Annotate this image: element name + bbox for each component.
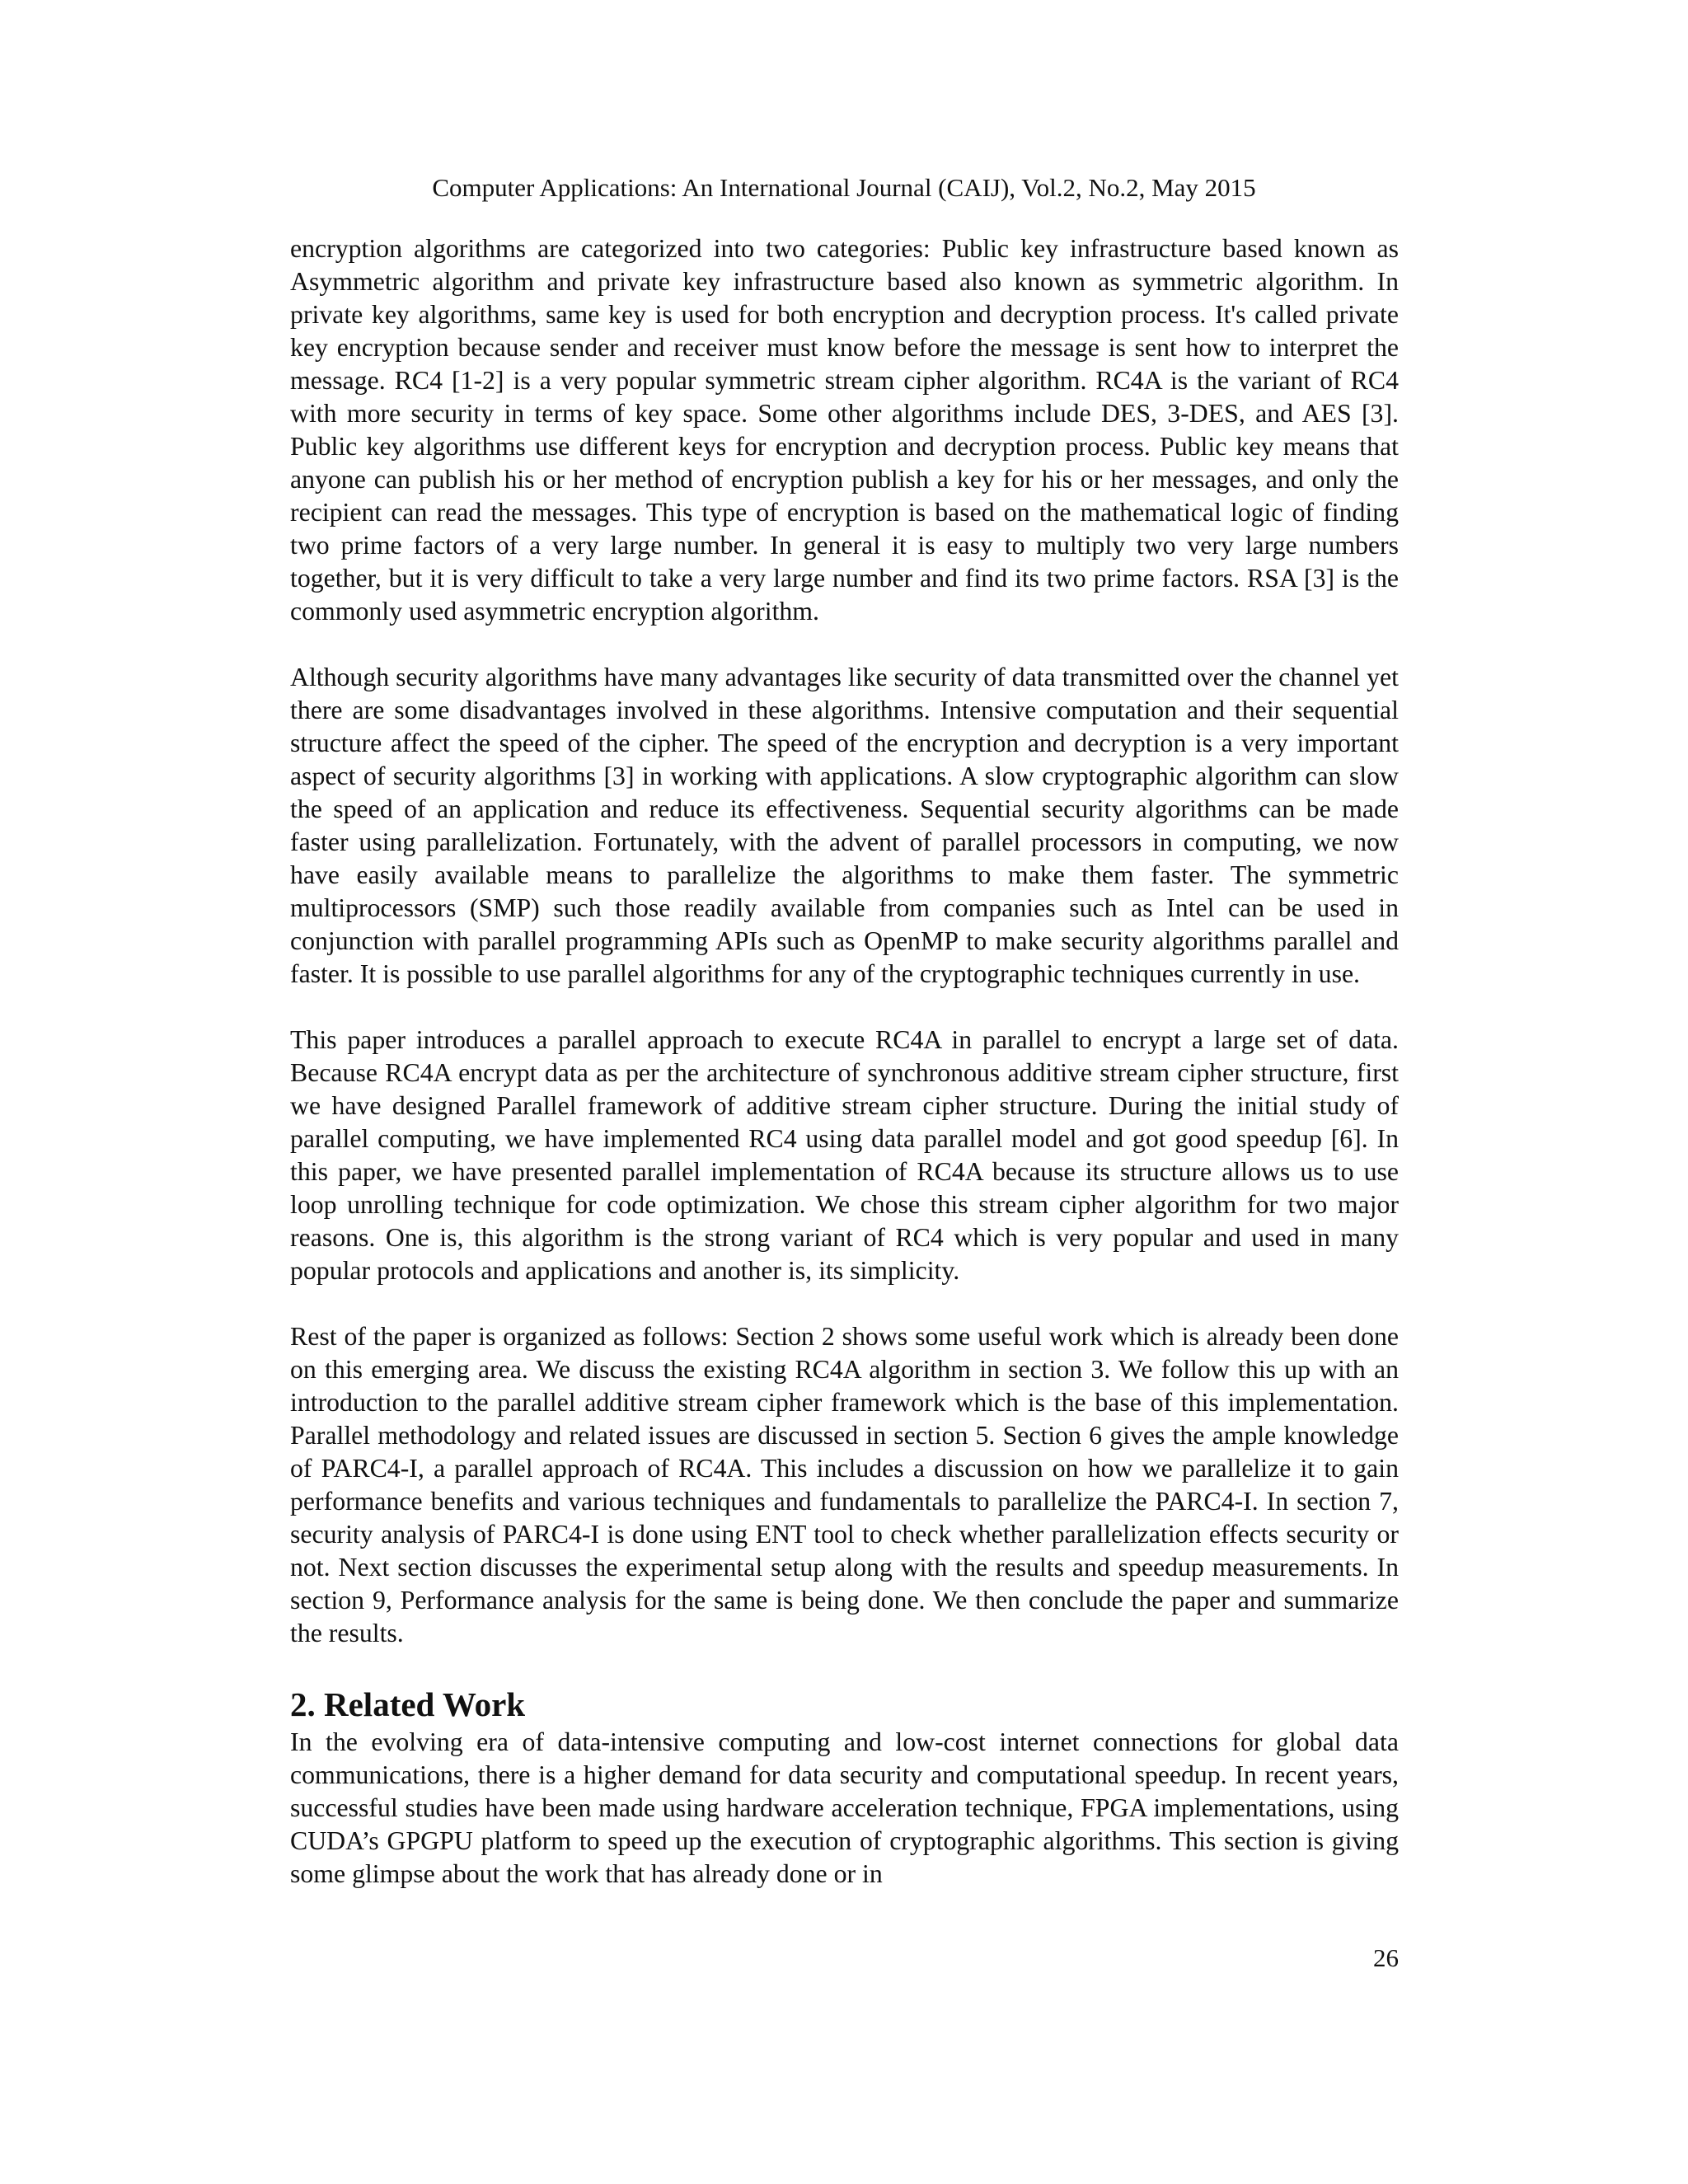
paragraph-paper-organization: Rest of the paper is organized as follows: Section 2 shows some useful work which is already been done on this emerging area. We discuss the existing RC4A algorithm in section 3. We follow this up with an introduction to the parallel additive stream cipher framework which is the base of this implementation. Parallel methodology and related issues are discussed in section 5. Section 6 gives the ample knowledge of PARC4-I, a parallel approach of RC4A. This includes a discussion on how we parallelize it to gain performance benefits and various techniques and fundamentals to parallelize the PARC4-I. In section 7, security analysis of PARC4-I is done using ENT tool to check whether parallelization effects security or not. Next section discusses the experimental setup along with the results and speedup measurements. In section 9, Performance analysis for the same is being done. We then conclude the paper and summarize the results. <box>290 1322 1399 1647</box>
page-number: 26 <box>1373 1943 1399 1972</box>
running-header: Computer Applications: An International Journal (CAIJ), Vol.2, No.2, May 2015 <box>432 173 1256 202</box>
section-heading-related-work: 2. Related Work <box>290 1685 526 1723</box>
paragraph-related-work: In the evolving era of data-intensive computing and low-cost internet connections for global data communications, there is a higher demand for data security and computational speedup. In recent years, successful studies have been made using hardware acceleration technique, FPGA implementations, using CUDA’s GPGPU platform to speed up the execution of cryptographic algorithms. This section is giving some glimpse about the work that has already done or in <box>290 1727 1399 1888</box>
paragraph-encryption-categories: encryption algorithms are categorized into two categories: Public key infrastructure based known as Asymmetric algorithm and private key infrastructure based also known as symmetric algorithm. In private key algorithms, same key is used for both encryption and decryption process. It's called private key encryption because sender and receiver must know before the message is sent how to interpret the message. RC4 [1-2] is a very popular symmetric stream cipher algorithm. RC4A is the variant of RC4 with more security in terms of key space. Some other algorithms include DES, 3-DES, and AES [3]. Public key algorithms use different keys for encryption and decryption process. Public key means that anyone can publish his or her method of encryption publish a key for his or her messages, and only the recipient can read the messages. This type of encryption is based on the mathematical logic of finding two prime factors of a very large number. In general it is easy to multiply two very large numbers together, but it is very difficult to take a very large number and find its two prime factors. RSA [3] is the commonly used asymmetric encryption algorithm. <box>290 234 1399 626</box>
paragraph-paper-introduction: This paper introduces a parallel approach to execute RC4A in parallel to encrypt a large set of data. Because RC4A encrypt data as per the architecture of synchronous additive stream cipher structure, first we have designed Parallel framework of additive stream cipher structure. During the initial study of parallel computing, we have implemented RC4 using data parallel model and got good speedup [6]. In this paper, we have presented parallel implementation of RC4A because its structure allows us to use loop unrolling technique for code optimization. We chose this stream cipher algorithm for two major reasons. One is, this algorithm is the strong variant of RC4 which is very popular and used in many popular protocols and applications and another is, its simplicity. <box>290 1025 1399 1285</box>
paragraph-security-disadvantages: Although security algorithms have many advantages like security of data transmitted over the channel yet there are some disadvantages involved in these algorithms. Intensive computation and their sequential structure affect the speed of the cipher. The speed of the encryption and decryption is a very important aspect of security algorithms [3] in working with applications. A slow cryptographic algorithm can slow the speed of an application and reduce its effectiveness. Sequential security algorithms can be made faster using parallelization. Fortunately, with the advent of parallel processors in computing, we now have easily available means to parallelize the algorithms to make them faster. The symmetric multiprocessors (SMP) such those readily available from companies such as Intel can be used in conjunction with parallel programming APIs such as OpenMP to make security algorithms parallel and faster. It is possible to use parallel algorithms for any of the cryptographic techniques currently in use. <box>290 663 1399 988</box>
body-text <box>290 232 1399 1891</box>
